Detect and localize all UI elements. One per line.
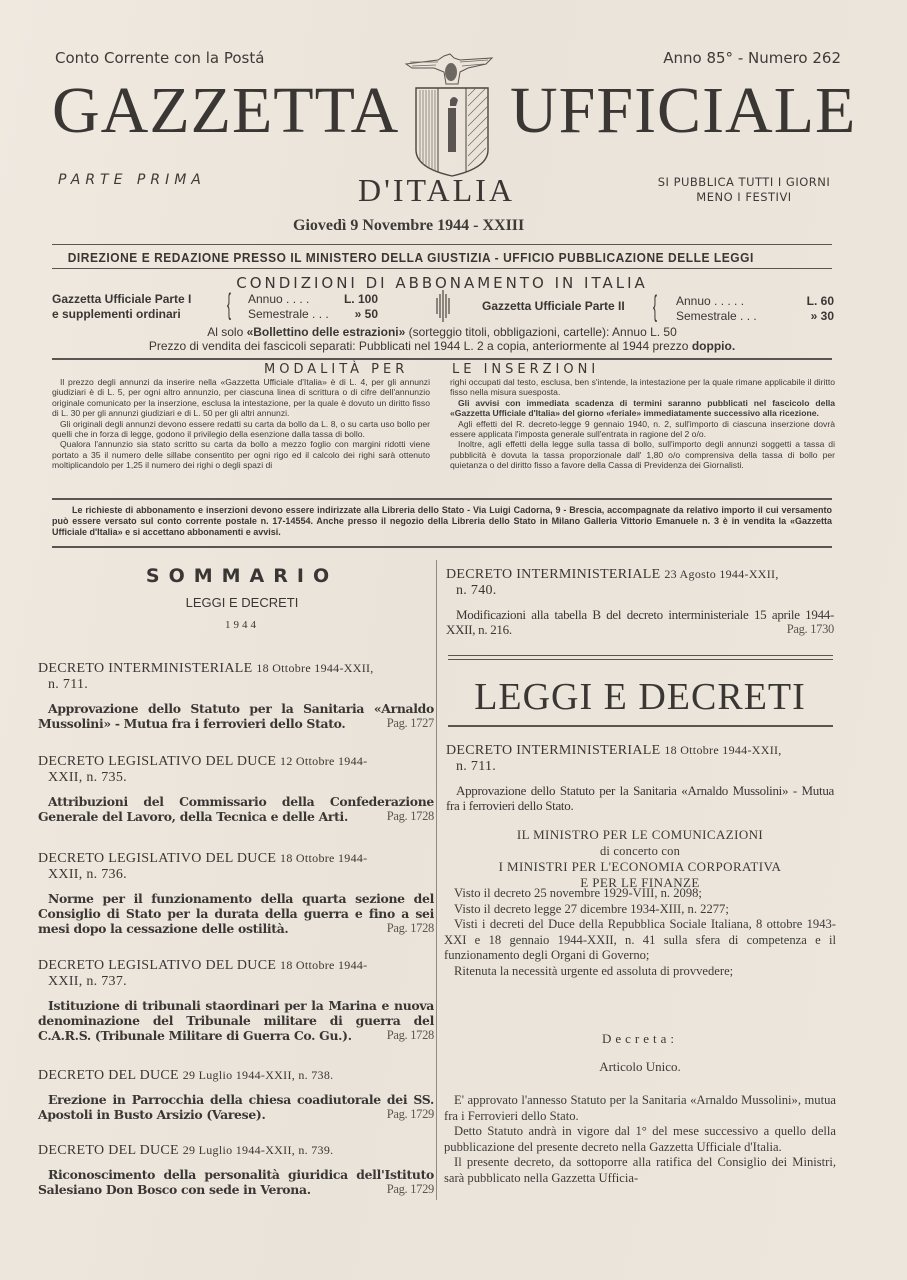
article-paragraph: Detto Statuto andrà in vigore dal 1° del mese successivo a quello della pubblicazione del presente decreto nella Gazzetta Ufficiale d'Italia.: [444, 1124, 836, 1154]
insertions-rules-left: [52, 377, 430, 471]
summary-subtitle: LEGGI E DECRETI: [185, 595, 299, 610]
price-label: Semestrale . . .: [676, 309, 757, 323]
decree-type: DECRETO INTERMINISTERIALE: [38, 661, 253, 676]
frequency-line-1: SI PUBBLICA TUTTI I GIORNI: [657, 175, 831, 189]
summary-entry[interactable]: [38, 660, 434, 731]
summary-entry[interactable]: [38, 1067, 434, 1122]
parte-1-label-line1: Gazzetta Ufficiale Parte I: [52, 292, 192, 306]
decree-type: DECRETO DEL DUCE: [38, 1068, 179, 1083]
summary-entry[interactable]: [38, 957, 434, 1043]
decree-date: 18 Ottobre 1944-: [280, 851, 368, 865]
page-reference[interactable]: Pag. 1728: [386, 809, 434, 823]
decree-number: XXII, n. 737.: [48, 974, 127, 989]
decree-date: 18 Ottobre 1944-XXII,: [256, 661, 374, 675]
decree-number: n. 711.: [48, 677, 89, 692]
price-row: [676, 309, 834, 324]
entry-text: Erezione in Parrocchia della chiesa coadiutorale dei SS. Apostoli in Busto Arsizio (Varese).: [38, 1092, 434, 1122]
parte-2-prices: [676, 294, 834, 324]
divider: [448, 659, 833, 660]
eagle-shield-emblem-icon: [398, 50, 498, 180]
brace-icon: {: [227, 288, 232, 321]
insertions-rules-right: [450, 377, 835, 471]
entry-heading: [38, 1067, 434, 1084]
price-value: L. 100: [343, 292, 378, 306]
subscription-requests-note: Le richieste di abbonamento e inserzioni devono essere indirizzate alla Libreria dello Stato - Via Luigi Cadorna, 9 - Brescia, accompagnate da relativo importo il cui versamento può essere versato sul conto corrente postale n. 17-14554. Anche presso il negozio della Libreria dello Stato in Milano Galleria Vittorio Emanuele n. 3 è in vendita la «Gazzetta Ufficiale d'Italia» e si accettano abbonamenti e avvisi.: [52, 505, 832, 537]
price-label: Annuo . . . . .: [676, 294, 745, 308]
summary-title: SOMMARIO: [145, 565, 339, 587]
page-reference[interactable]: Pag. 1727: [386, 716, 434, 730]
paragraph: righi occupati dal testo, esclusa, ben s'intende, la intestazione per la quale rimane applicabile il diritto fisso nella misura suesposta.: [450, 377, 835, 398]
insertions-title-right: LE INSERZIONI: [452, 362, 600, 377]
entry-heading: [38, 753, 434, 786]
entry-heading: [38, 957, 434, 990]
entry-text: Approvazione dello Statuto per la Sanitaria «Arnaldo Mussolini» - Mutua fra i ferrovieri dello Stato.: [446, 783, 834, 813]
paragraph: Gli originali degli annunzi devono essere redatti su carta da bollo da L. 8, o su carta uso bollo per quelli che in forza di legge, godono il privilegio della esenzione dalla tassa di bollo.: [52, 418, 430, 440]
ornament-separator-icon: [432, 290, 454, 322]
article-paragraph: E' approvato l'annesso Statuto per la Sanitaria «Arnaldo Mussolini», mutua fra i Ferrovieri dello Stato.: [444, 1093, 836, 1123]
parte-1-label-line2: e supplementi ordinari: [52, 307, 181, 321]
column-divider: [436, 560, 437, 1200]
divider: [448, 725, 833, 727]
parte-1-prices: [248, 292, 378, 322]
minister-line: di concerto con: [599, 844, 681, 858]
entry-heading: [446, 566, 834, 599]
page-reference[interactable]: Pag. 1729: [386, 1182, 434, 1196]
frequency-line-2: MENO I FESTIVI: [696, 190, 792, 204]
entry-text: Modificazioni alla tabella B del decreto interministeriale 15 aprile 1944-XXII, n. 216.: [446, 607, 834, 637]
page-reference[interactable]: Pag. 1728: [386, 921, 434, 935]
article-paragraph: Il presente decreto, da sottoporre alla ratifica del Consiglio dei Ministri, sarà pubblicato nella Gazzetta Ufficia-: [444, 1155, 836, 1185]
text: Prezzo di vendita dei fascicoli separati: Pubblicati nel 1944 L. 2 a copia, anteriormente al 1944 prezzo: [148, 339, 692, 353]
text-bold: «Bollettino delle estrazioni»: [246, 325, 406, 339]
issue-date: Giovedì 9 Novembre 1944 - XXIII: [293, 217, 525, 234]
entry-text: Norme per il funzionamento della quarta sezione del Consiglio di Stato per la durata della guerra e fino a sei mesi dopo la cessazione delle ostilità.: [38, 891, 434, 936]
decree-number: n. 711.: [456, 759, 497, 774]
masthead-title-right: UFFICIALE: [510, 74, 857, 147]
publication-frequency: [620, 175, 868, 205]
entry-heading: [38, 660, 434, 693]
decree-date: 18 Ottobre 1944-: [280, 958, 368, 972]
issuing-ministers: [446, 827, 834, 891]
entry-description: [38, 1092, 434, 1122]
decree-date: 23 Agosto 1944-XXII,: [664, 567, 779, 581]
paragraph: Il prezzo degli annunzi da inserire nella «Gazzetta Ufficiale d'Italia» è di L. 4, per gli annunzi giudiziari è di L. 5, per ogni altro annunzio, per ciascuna linea di scrittura o di cifre dell'annunzio originale comunicato per la inserzione, esclusa la intestazione, per la quale è dovuto un diritto fisso di L. 30 per gli annunzi giudiziari e di L. 50 per gli altri annunzi.: [52, 377, 430, 419]
paragraph-bold: [450, 398, 835, 419]
minister-line: I MINISTRI PER L'ECONOMIA CORPORATIVA: [498, 859, 782, 874]
page-reference[interactable]: Pag. 1728: [386, 1028, 434, 1042]
price-row: [248, 292, 378, 307]
summary-entry[interactable]: [446, 566, 834, 637]
text: Al solo: [207, 325, 247, 339]
decree-date: 12 Ottobre 1944-: [280, 754, 368, 768]
entry-text: Istituzione di tribunali staordinari per la Marina e nuova denominazione del Tribunale militare di guerra del C.A.R.S. (Tribunale Militare di Guerra Co. Gu.).: [38, 998, 434, 1043]
divider: [52, 498, 832, 500]
preamble-clause: Visto il decreto legge 27 dicembre 1934-XIII, n. 2277;: [454, 901, 729, 916]
decree-heading-block: [446, 742, 834, 813]
entry-description: [38, 998, 434, 1043]
entry-description: [38, 1167, 434, 1197]
entry-heading: [38, 850, 434, 883]
decree-type: DECRETO DEL DUCE: [38, 1143, 179, 1158]
entry-description: [38, 891, 434, 936]
summary-entry[interactable]: [38, 1142, 434, 1197]
masthead-subtitle: D'ITALIA: [358, 172, 515, 208]
summary-entry[interactable]: [38, 753, 434, 824]
decree-type: DECRETO LEGISLATIVO DEL DUCE: [38, 754, 277, 769]
decree-type: DECRETO INTERMINISTERIALE: [446, 567, 661, 582]
price-value: » 50: [354, 307, 378, 321]
decree-date: 29 Luglio 1944-XXII, n. 739.: [182, 1143, 334, 1157]
text-bold: doppio.: [691, 339, 736, 353]
divider: [52, 546, 832, 548]
decree-number: XXII, n. 735.: [48, 770, 127, 785]
divider: [52, 268, 832, 269]
preamble: [444, 886, 836, 979]
page-reference[interactable]: Pag. 1729: [386, 1107, 434, 1121]
entry-text: Approvazione dello Statuto per la Sanitaria «Arnaldo Mussolini» - Mutua fra i ferrovieri dello Stato.: [38, 701, 434, 731]
article-text: [444, 1093, 836, 1186]
subscription-title: CONDIZIONI DI ABBONAMENTO IN ITALIA: [236, 274, 648, 292]
decree-date: 18 Ottobre 1944-XXII,: [664, 743, 782, 757]
divider: [52, 358, 832, 360]
minister-line: IL MINISTRO PER LE COMUNICAZIONI: [516, 827, 764, 842]
decree-number: n. 740.: [456, 583, 497, 598]
parte-prima-label: PARTE PRIMA: [58, 172, 206, 188]
summary-year: 1944: [225, 619, 259, 631]
price-label: Semestrale . . .: [248, 307, 329, 321]
entry-text: Attribuzioni del Commissario della Confederazione Generale del Lavoro, della Tecnica e delle Arti.: [38, 794, 434, 824]
masthead-title-left: GAZZETTA: [52, 74, 400, 147]
issue-number: Anno 85° - Numero 262: [663, 49, 841, 67]
entry-heading: [38, 1142, 434, 1159]
decree-date: 29 Luglio 1944-XXII, n. 738.: [182, 1068, 334, 1082]
text-bold: Gli avvisi con immediata scadenza di termini saranno pubblicati nel fascicolo della «Gazzetta Ufficiale d'Italia» del giorno «feriale» immediatamente successivo alla ricezione.: [450, 397, 835, 419]
entry-text: Riconoscimento della personalità giuridica dell'Istituto Salesiano Don Bosco con sede in Verona.: [38, 1167, 434, 1197]
paragraph: Inoltre, agli effetti della legge sulla tassa di bollo, sull'importo degli annunzi soggetti a tassa di pubblicità è dovuta la tassa proporzionale dall' 1,80 o/o comprensiva della tassa di bollo per quietanza o del diritto fisso a favore della Cassa di Previdenza dei Giornalisti.: [450, 439, 835, 471]
entry-description: [38, 701, 434, 731]
article-heading: Articolo Unico.: [599, 1059, 681, 1074]
issue-price: [52, 339, 832, 353]
postal-account-note: Conto Corrente con la Postá: [55, 49, 265, 67]
paragraph: Agli effetti del R. decreto-legge 9 gennaio 1940, n. 2, sull'importo di ciascuna inserzione dovrà essere applicata l'imposta generale sull'entrata in ragione del 2 o/o.: [450, 418, 835, 440]
decree-type: DECRETO LEGISLATIVO DEL DUCE: [38, 958, 277, 973]
decreta-heading: Decreta:: [601, 1031, 679, 1046]
summary-entry[interactable]: [38, 850, 434, 936]
brace-icon: {: [653, 290, 658, 323]
section-title: LEGGI E DECRETI: [474, 676, 806, 718]
insertions-title-left: MODALITÀ PER: [264, 362, 409, 377]
price-label: Annuo . . . .: [248, 292, 310, 306]
bollettino-price: [52, 325, 832, 339]
price-value: L. 60: [806, 294, 834, 308]
page-reference[interactable]: Pag. 1730: [786, 622, 834, 636]
minister-line: E PER LE FINANZE: [580, 875, 700, 890]
price-value: » 30: [810, 309, 834, 323]
divider: [52, 244, 832, 245]
preamble-clause: Ritenuta la necessità urgente ed assoluta di provvedere;: [454, 963, 734, 978]
parte-1-label: [52, 292, 191, 322]
price-row: [248, 307, 378, 322]
divider: [448, 655, 833, 656]
paragraph: Qualora l'annunzio sia stato scritto su carta da bollo a mezzo foglio con margini ridotti viene portato a 35 il numero delle sillabe consentito per ogni rigo ed il calcolo dei righi sarà ottenuto moltiplicandolo per 1,25 il numero dei righi o degli spazi di: [52, 439, 430, 471]
text: (sorteggio titoli, obbligazioni, cartelle): Annuo L. 50: [405, 325, 677, 339]
price-row: [676, 294, 834, 309]
entry-heading: [446, 742, 834, 775]
preamble-clause: Visto il decreto 25 novembre 1929-VIII, n. 2098;: [454, 886, 702, 900]
editorial-office-line: DIREZIONE E REDAZIONE PRESSO IL MINISTERO DELLA GIUSTIZIA - UFFICIO PUBBLICAZIONE DELLE LEGGI: [67, 250, 754, 265]
decree-type: DECRETO LEGISLATIVO DEL DUCE: [38, 851, 277, 866]
parte-2-label: Gazzetta Ufficiale Parte II: [482, 299, 625, 313]
preamble-clause: Visti i decreti del Duce della Repubblica Sociale Italiana, 8 ottobre 1943-XXI e 18 gennaio 1944-XXII, n. 41 sulla sfera di competenza e il funzionamento degli Organi di Governo;: [444, 917, 836, 962]
decree-number: XXII, n. 736.: [48, 867, 127, 882]
entry-description: [38, 794, 434, 824]
decree-type: DECRETO INTERMINISTERIALE: [446, 743, 661, 758]
entry-description: [446, 783, 834, 813]
entry-description: [446, 607, 834, 637]
